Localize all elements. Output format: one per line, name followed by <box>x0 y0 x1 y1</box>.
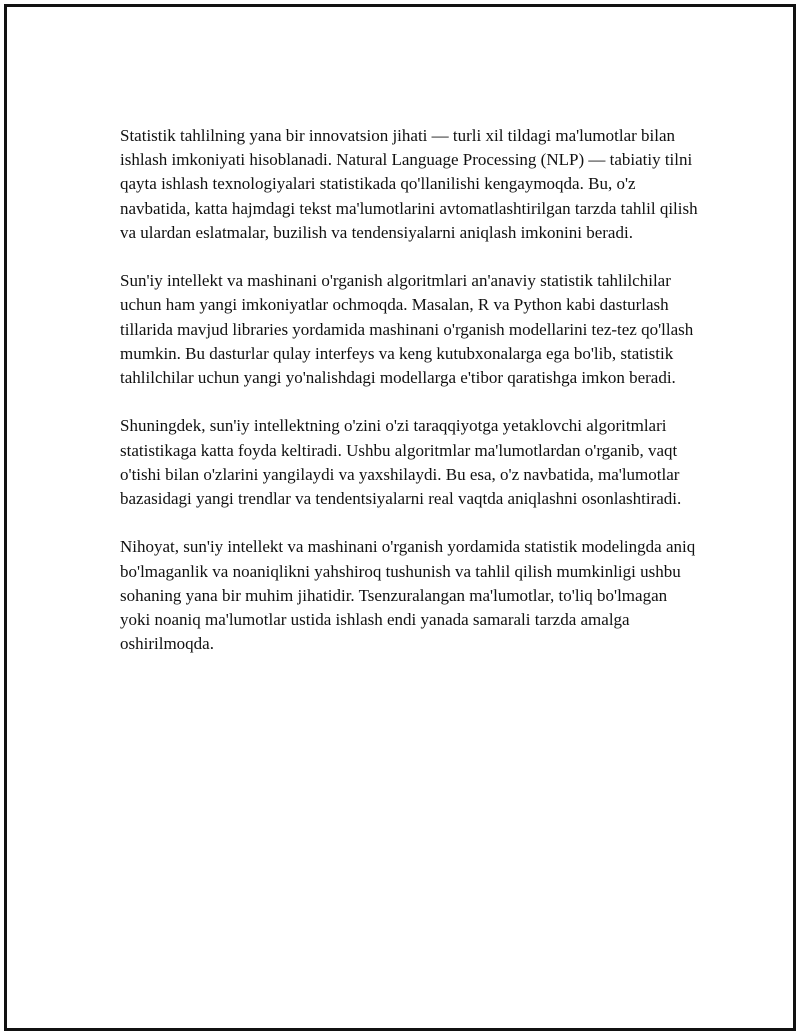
document-body <box>120 124 700 656</box>
paragraph-self-learning: Shuningdek, sun'iy intellektning o'zini o'zi taraqqiyotga yetaklovchi algoritmlari statistikaga katta foyda keltiradi. Ushbu algoritmlar ma'lumotlardan o'rganib, vaqt o'tishi bilan o'zlarini yangilaydi va yaxshilaydi. Bu esa, o'z navbatida, ma'lumotlar bazasidagi yangi trendlar va tendentsiyalarni real vaqtda aniqlashni osonlashtiradi. <box>120 416 682 509</box>
paragraph-nlp: Statistik tahlilning yana bir innovatsion jihati — turli xil tildagi ma'lumotlar bilan ishlash imkoniyati hisoblanadi. Natural Language Processing (NLP) — tabiatiy tilni qayta ishlash texnologiyalari statistikada qo'llanilishi kengaymoqda. Bu, o'z navbatida, katta hajmdagi tekst ma'lumotlarini avtomatlashtirilgan tarzda tahlil qilish va ulardan eslatmalar, buzilish va tendensiyalarni aniqlash imkonini beradi. <box>120 126 698 242</box>
page-border <box>4 4 796 1031</box>
paragraph-uncertainty: Nihoyat, sun'iy intellekt va mashinani o'rganish yordamida statistik modelingda aniq bo'lmaganlik va noaniqlikni yahshiroq tushunish va tahlil qilish mumkinligi ushbu sohaning yana bir muhim jihatidir. Tsenzuralangan ma'lumotlar, to'liq bo'lmagan yoki noaniq ma'lumotlar ustida ishlash endi yanada samarali tarzda amalga oshirilmoqda. <box>120 537 696 654</box>
paragraph-ai-ml: Sun'iy intellekt va mashinani o'rganish algoritmlari an'anaviy statistik tahlilchilar uchun ham yangi imkoniyatlar ochmoqda. Masalan, R va Python kabi dasturlash tillarida mavjud libraries yordamida mashinani o'rganish modellarini tez-tez qo'llash mumkin. Bu dasturlar qulay interfeys va keng kutubxonalarga ega bo'lib, statistik tahlilchilar uchun yangi yo'nalishdagi modellarga e'tibor qaratishga imkon beradi. <box>120 271 694 388</box>
